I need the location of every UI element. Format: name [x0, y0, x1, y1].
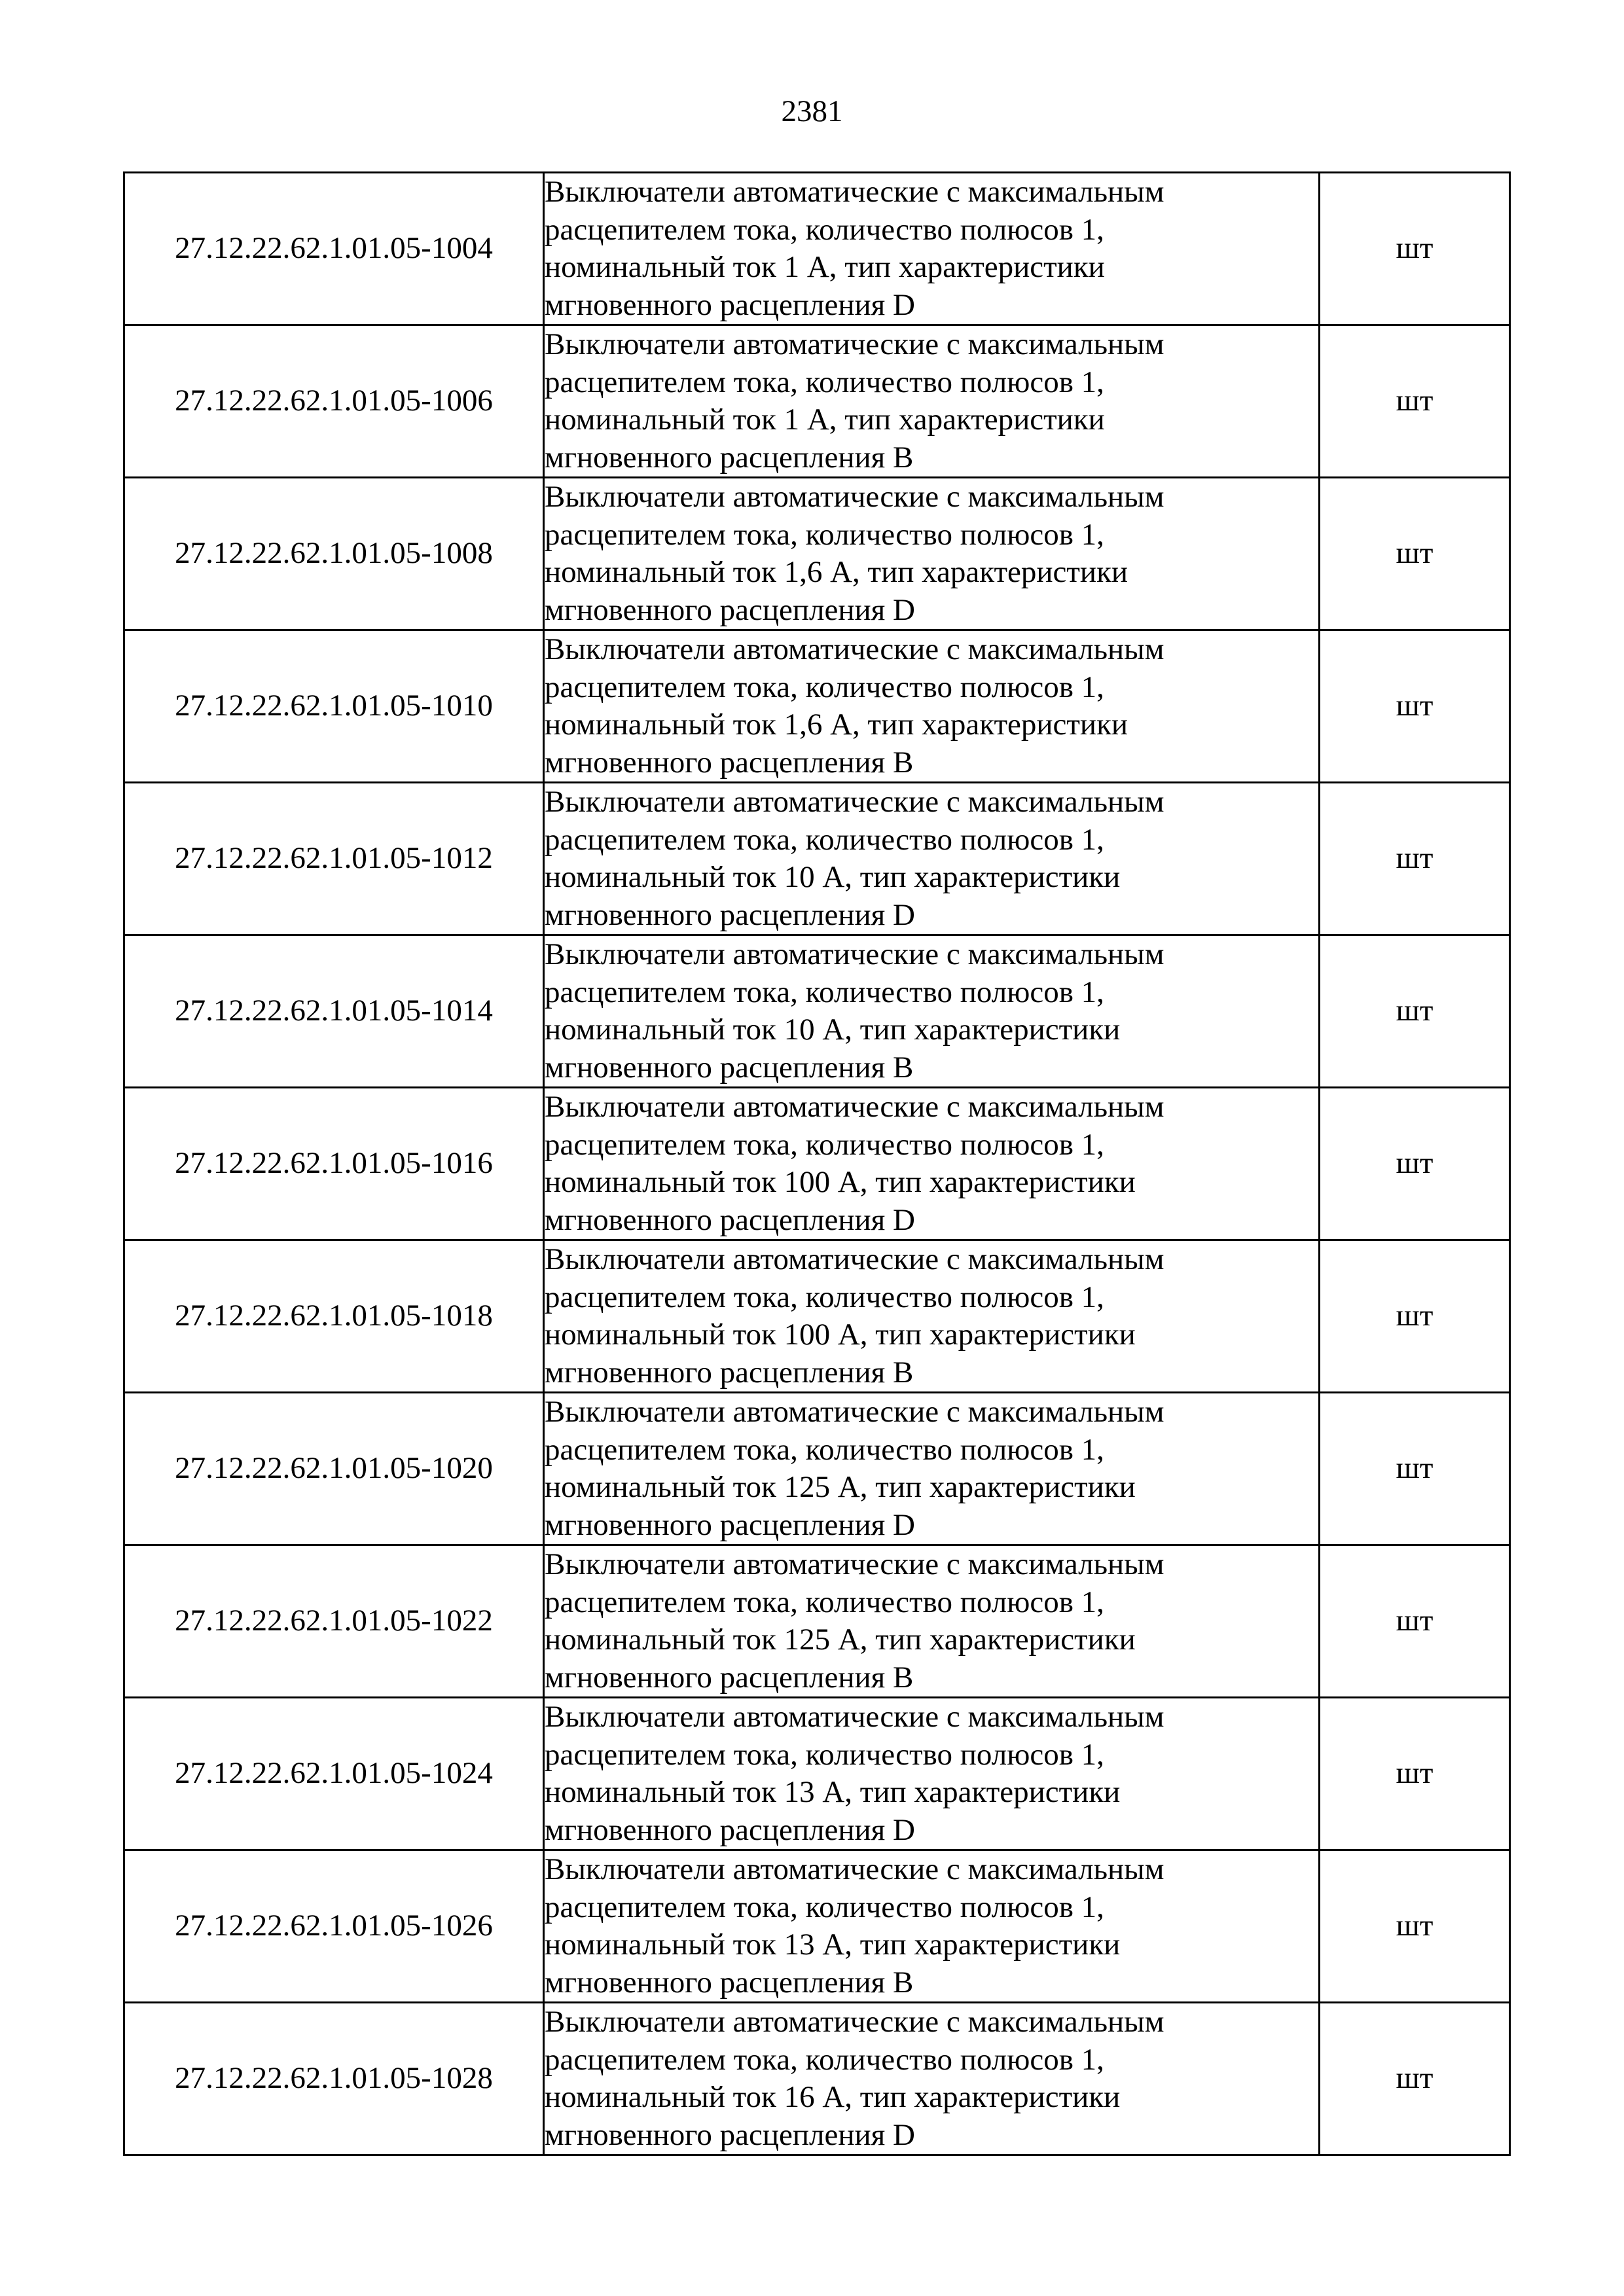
- resource-code: 27.12.22.62.1.01.05-1016: [124, 1088, 544, 1240]
- resource-code: 27.12.22.62.1.01.05-1008: [124, 478, 544, 630]
- resource-description: [544, 1240, 1320, 1393]
- description-line: мгновенного расцепления В: [545, 745, 914, 780]
- table-row: [124, 325, 1510, 478]
- unit-of-measure: шт: [1320, 1698, 1510, 1850]
- resource-description: [544, 1393, 1320, 1545]
- description-line: номинальный ток 10 А, тип характеристики: [545, 860, 1121, 894]
- description-line: номинальный ток 10 А, тип характеристики: [545, 1013, 1121, 1047]
- table-row: [124, 1240, 1510, 1393]
- description-line: Выключатели автоматические с максимальным: [545, 1852, 1164, 1886]
- description-line: расцепителем тока, количество полюсов 1,: [545, 1585, 1104, 1619]
- description-line: номинальный ток 125 А, тип характеристики: [545, 1470, 1136, 1504]
- description-line: мгновенного расцепления D: [545, 1202, 915, 1237]
- table-row: [124, 630, 1510, 783]
- resource-description: [544, 1545, 1320, 1698]
- description-line: расцепителем тока, количество полюсов 1,: [545, 670, 1104, 704]
- table-row: [124, 1545, 1510, 1698]
- resource-code: 27.12.22.62.1.01.05-1024: [124, 1698, 544, 1850]
- description-line: Выключатели автоматические с максимальным: [545, 1090, 1164, 1124]
- unit-of-measure: шт: [1320, 783, 1510, 935]
- description-line: расцепителем тока, количество полюсов 1,: [545, 212, 1104, 247]
- unit-of-measure: шт: [1320, 1545, 1510, 1698]
- description-line: расцепителем тока, количество полюсов 1,: [545, 1890, 1104, 1924]
- description-line: мгновенного расцепления D: [545, 1812, 915, 1847]
- description-line: номинальный ток 1,6 А, тип характеристики: [545, 555, 1128, 589]
- description-line: расцепителем тока, количество полюсов 1,: [545, 517, 1104, 552]
- table-row: [124, 173, 1510, 325]
- description-line: Выключатели автоматические с максимальным: [545, 1547, 1164, 1581]
- resource-description: [544, 630, 1320, 783]
- table-body: [124, 173, 1510, 2155]
- description-line: Выключатели автоматические с максимальным: [545, 1700, 1164, 1734]
- description-line: мгновенного расцепления В: [545, 440, 914, 475]
- unit-of-measure: шт: [1320, 1393, 1510, 1545]
- table-row: [124, 783, 1510, 935]
- description-line: номинальный ток 1 А, тип характеристики: [545, 403, 1105, 437]
- description-line: Выключатели автоматические с максимальным: [545, 175, 1164, 209]
- table-row: [124, 935, 1510, 1088]
- description-line: номинальный ток 100 А, тип характеристики: [545, 1165, 1136, 1199]
- description-line: номинальный ток 100 А, тип характеристики: [545, 1318, 1136, 1352]
- resource-description: [544, 173, 1320, 325]
- unit-of-measure: шт: [1320, 1850, 1510, 2003]
- resource-code: 27.12.22.62.1.01.05-1012: [124, 783, 544, 935]
- unit-of-measure: шт: [1320, 325, 1510, 478]
- description-line: Выключатели автоматические с максимальным: [545, 1395, 1164, 1429]
- resource-code: 27.12.22.62.1.01.05-1020: [124, 1393, 544, 1545]
- unit-of-measure: шт: [1320, 630, 1510, 783]
- description-line: номинальный ток 1 А, тип характеристики: [545, 250, 1105, 284]
- description-line: мгновенного расцепления D: [545, 897, 915, 932]
- table-row: [124, 1698, 1510, 1850]
- resource-code: 27.12.22.62.1.01.05-1026: [124, 1850, 544, 2003]
- resource-code: 27.12.22.62.1.01.05-1004: [124, 173, 544, 325]
- resource-description: [544, 325, 1320, 478]
- description-line: Выключатели автоматические с максимальным: [545, 632, 1164, 666]
- unit-of-measure: шт: [1320, 1088, 1510, 1240]
- description-line: мгновенного расцепления В: [545, 1355, 914, 1390]
- description-line: номинальный ток 13 А, тип характеристики: [545, 1775, 1121, 1809]
- resource-code: 27.12.22.62.1.01.05-1022: [124, 1545, 544, 1698]
- description-line: расцепителем тока, количество полюсов 1,: [545, 1127, 1104, 1162]
- description-line: мгновенного расцепления D: [545, 287, 915, 322]
- description-line: расцепителем тока, количество полюсов 1,: [545, 975, 1104, 1009]
- description-line: Выключатели автоматические с максимальным: [545, 1242, 1164, 1276]
- resource-description: [544, 783, 1320, 935]
- resource-description: [544, 935, 1320, 1088]
- resource-description: [544, 2003, 1320, 2155]
- description-line: Выключатели автоматические с максимальным: [545, 785, 1164, 819]
- description-line: мгновенного расцепления В: [545, 1660, 914, 1695]
- resource-code: 27.12.22.62.1.01.05-1010: [124, 630, 544, 783]
- resource-description: [544, 1698, 1320, 1850]
- price-table: [123, 171, 1511, 2156]
- unit-of-measure: шт: [1320, 478, 1510, 630]
- table-row: [124, 1088, 1510, 1240]
- description-line: мгновенного расцепления D: [545, 1507, 915, 1542]
- resource-description: [544, 478, 1320, 630]
- description-line: номинальный ток 16 А, тип характеристики: [545, 2080, 1121, 2114]
- table-row: [124, 478, 1510, 630]
- resource-code: 27.12.22.62.1.01.05-1028: [124, 2003, 544, 2155]
- resource-description: [544, 1088, 1320, 1240]
- resource-code: 27.12.22.62.1.01.05-1018: [124, 1240, 544, 1393]
- table-row: [124, 1850, 1510, 2003]
- unit-of-measure: шт: [1320, 173, 1510, 325]
- description-line: расцепителем тока, количество полюсов 1,: [545, 1737, 1104, 1772]
- resource-code: 27.12.22.62.1.01.05-1006: [124, 325, 544, 478]
- description-line: номинальный ток 1,6 А, тип характеристики: [545, 708, 1128, 742]
- description-line: расцепителем тока, количество полюсов 1,: [545, 822, 1104, 857]
- resource-code: 27.12.22.62.1.01.05-1014: [124, 935, 544, 1088]
- table-row: [124, 2003, 1510, 2155]
- description-line: Выключатели автоматические с максимальным: [545, 2005, 1164, 2039]
- description-line: мгновенного расцепления D: [545, 2117, 915, 2152]
- unit-of-measure: шт: [1320, 1240, 1510, 1393]
- description-line: расцепителем тока, количество полюсов 1,: [545, 1432, 1104, 1467]
- description-line: Выключатели автоматические с максимальным: [545, 480, 1164, 514]
- table-row: [124, 1393, 1510, 1545]
- description-line: расцепителем тока, количество полюсов 1,: [545, 365, 1104, 399]
- description-line: номинальный ток 125 А, тип характеристики: [545, 1623, 1136, 1657]
- description-line: номинальный ток 13 А, тип характеристики: [545, 1928, 1121, 1962]
- unit-of-measure: шт: [1320, 2003, 1510, 2155]
- description-line: расцепителем тока, количество полюсов 1,: [545, 2042, 1104, 2077]
- description-line: Выключатели автоматические с максимальным: [545, 327, 1164, 361]
- description-line: мгновенного расцепления D: [545, 592, 915, 627]
- unit-of-measure: шт: [1320, 935, 1510, 1088]
- description-line: мгновенного расцепления В: [545, 1965, 914, 2000]
- description-line: Выключатели автоматические с максимальным: [545, 937, 1164, 971]
- description-line: мгновенного расцепления В: [545, 1050, 914, 1085]
- description-line: расцепителем тока, количество полюсов 1,: [545, 1280, 1104, 1314]
- page-number: 2381: [781, 94, 843, 128]
- resource-description: [544, 1850, 1320, 2003]
